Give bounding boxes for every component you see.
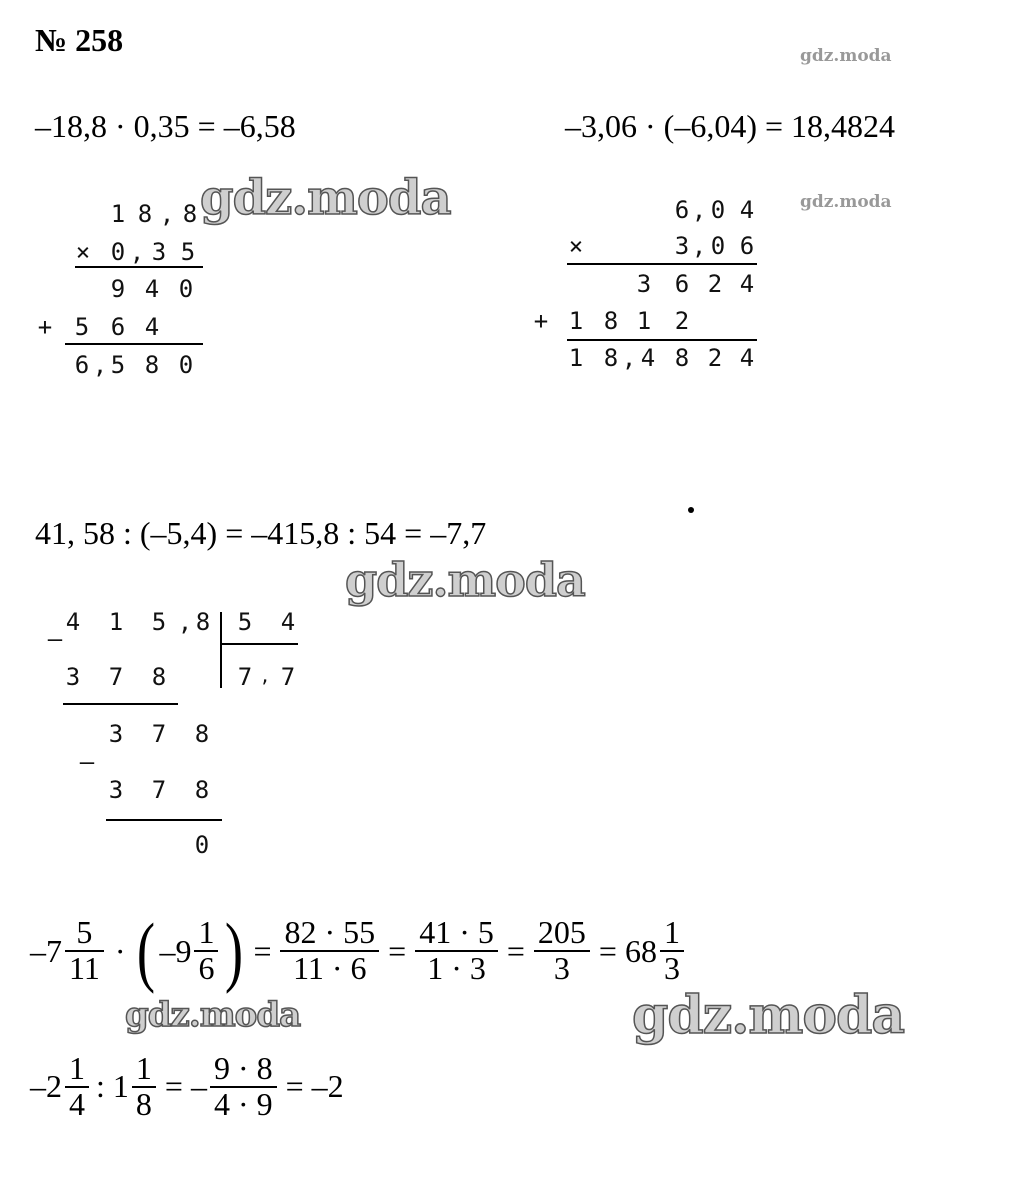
digit: 4 [280, 608, 296, 636]
digit: 4 [640, 344, 656, 372]
digit: 4 [739, 344, 755, 372]
numerator: 82 · 55 [284, 914, 376, 951]
result: = –2 [285, 1068, 344, 1105]
underline [65, 343, 203, 345]
digit: 1 [568, 344, 584, 372]
digit: 0 [110, 238, 126, 266]
quotient-line [220, 643, 298, 645]
digit: 6 [674, 270, 690, 298]
digit: 0 [178, 275, 194, 303]
digit: , [129, 238, 145, 266]
divisor-bar [220, 612, 222, 688]
digit: 5 [237, 608, 253, 636]
fraction [132, 1052, 156, 1121]
problem-number: № 258 [35, 22, 124, 58]
equation-right: –3,06 · (–6,04) = 18,4824 [565, 108, 896, 144]
fraction-equation-1 [30, 907, 687, 994]
digit: 8 [674, 344, 690, 372]
numerator: 205 [537, 914, 586, 951]
denominator: 11 · 6 [280, 950, 379, 986]
digit: 3 [674, 232, 690, 260]
digit: 6 [739, 232, 755, 260]
digit: 8 [195, 608, 211, 636]
digit: , [177, 608, 193, 636]
equals: = – [164, 1068, 207, 1105]
plus-sign: + [37, 313, 53, 341]
digit: 8 [194, 720, 210, 748]
digit: 2 [707, 270, 723, 298]
digit: 7 [151, 776, 167, 804]
times-sign: × [75, 238, 91, 266]
digit: 0 [194, 831, 210, 859]
denominator: 8 [132, 1086, 156, 1122]
fraction [65, 1052, 89, 1121]
underline [567, 263, 757, 265]
left-paren: ( [137, 907, 156, 994]
numerator: 1 [198, 914, 215, 951]
digit: 0 [710, 196, 726, 224]
fraction [534, 916, 590, 985]
digit: 9 [110, 275, 126, 303]
digit: 4 [739, 270, 755, 298]
digit: 1 [636, 307, 652, 335]
denominator: 4 [65, 1086, 89, 1122]
digit: 4 [144, 275, 160, 303]
denominator: 6 [194, 950, 218, 986]
digit: , [259, 666, 271, 687]
digit: , [691, 232, 707, 260]
digit: 0 [710, 232, 726, 260]
watermark-large-1: gdz.moda [200, 170, 451, 226]
digit: 7 [108, 663, 124, 691]
minus-sign: – [79, 748, 95, 776]
digit: 8 [182, 200, 198, 228]
digit: 2 [707, 344, 723, 372]
denominator: 4 · 9 [210, 1086, 277, 1122]
digit: 1 [108, 608, 124, 636]
digit: 8 [137, 200, 153, 228]
equals: = [506, 932, 525, 969]
denominator: 11 [65, 950, 104, 986]
whole-part: –9 [159, 932, 192, 969]
digit: 8 [603, 307, 619, 335]
numerator: 1 [135, 1050, 152, 1086]
digit: 8 [194, 776, 210, 804]
digit: , [621, 344, 637, 372]
division-equation: 41, 58 : (–5,4) = –415,8 : 54 = –7,7 [35, 515, 487, 551]
digit: 4 [144, 313, 160, 341]
fraction [415, 916, 498, 985]
numerator: 41 · 5 [419, 914, 494, 951]
digit: 3 [151, 238, 167, 266]
underline [567, 339, 757, 341]
stray-dot [688, 507, 694, 513]
denominator: 3 [534, 950, 590, 986]
whole-part: –2 [30, 1068, 62, 1105]
digit: 7 [280, 663, 296, 691]
numerator: 5 [76, 914, 93, 951]
minus-sign: – [47, 625, 63, 653]
fraction [660, 916, 684, 985]
digit: 7 [151, 720, 167, 748]
fraction [65, 916, 104, 985]
digit: 5 [151, 608, 167, 636]
digit: 3 [108, 776, 124, 804]
whole-part: –7 [30, 932, 62, 969]
divide-sign: : 1 [96, 1068, 129, 1105]
denominator: 1 · 3 [415, 950, 498, 986]
watermark-large-3: gdz.moda [632, 985, 905, 1046]
digit: 6 [110, 313, 126, 341]
digit: 3 [108, 720, 124, 748]
watermark-large-2: gdz.moda [345, 553, 585, 607]
equals: = [388, 932, 407, 969]
plus-sign: + [533, 307, 549, 335]
digit: 4 [65, 608, 81, 636]
times-sign: × [568, 232, 584, 260]
numerator: 1 [663, 914, 680, 951]
digit: 5 [74, 313, 90, 341]
digit: , [159, 200, 175, 228]
digit: 8 [151, 663, 167, 691]
digit: , [691, 196, 707, 224]
watermark-top-right: gdz.moda [800, 46, 892, 66]
digit: 1 [110, 200, 126, 228]
fraction [210, 1052, 277, 1121]
fraction-equation-2 [30, 1052, 344, 1121]
digit: 3 [636, 270, 652, 298]
equals: = [253, 932, 272, 969]
digit: 8 [603, 344, 619, 372]
digit: 6 [674, 196, 690, 224]
multiply-dot: · [114, 932, 126, 969]
equals-whole: = 68 [598, 932, 657, 969]
digit: , [92, 351, 108, 379]
digit: 3 [65, 663, 81, 691]
equation-left: –18,8 · 0,35 = –6,58 [35, 108, 296, 144]
digit: 1 [568, 307, 584, 335]
right-paren: ) [225, 907, 244, 994]
digit: 7 [237, 663, 253, 691]
digit: 2 [674, 307, 690, 335]
fraction [280, 916, 379, 985]
digit: 5 [110, 351, 126, 379]
digit: 6 [74, 351, 90, 379]
digit: 8 [144, 351, 160, 379]
underline [63, 703, 178, 705]
watermark-medium: gdz.moda [125, 995, 301, 1035]
numerator: 1 [69, 1050, 85, 1086]
denominator: 3 [660, 950, 684, 986]
underline [106, 819, 222, 821]
underline [75, 266, 203, 268]
numerator: 9 · 8 [213, 1050, 273, 1086]
digit: 0 [178, 351, 194, 379]
digit: 4 [739, 196, 755, 224]
digit: 5 [180, 238, 196, 266]
watermark-right: gdz.moda [800, 192, 892, 212]
fraction [194, 916, 218, 985]
